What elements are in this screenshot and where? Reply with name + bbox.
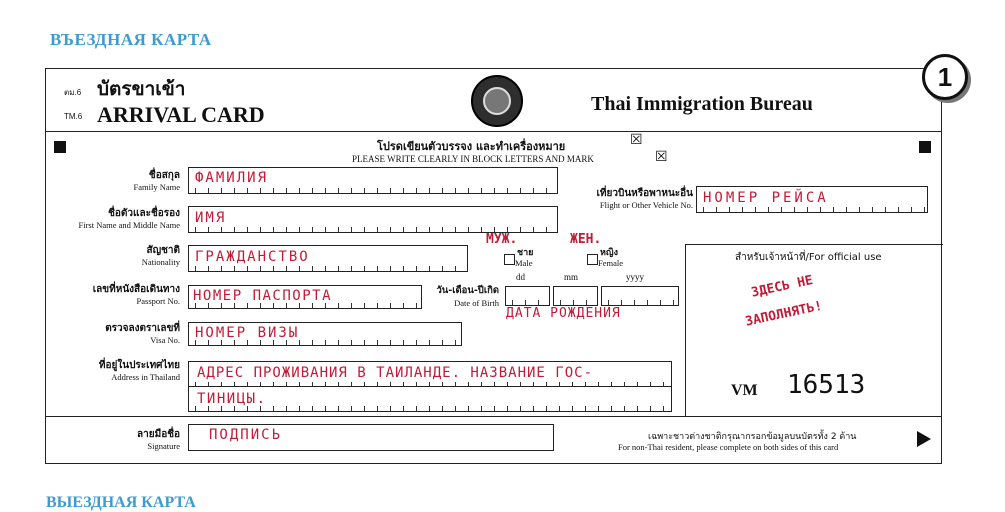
visa-value: НОМЕР ВИЗЫ <box>195 325 300 341</box>
female-note: ЖЕН. <box>570 232 602 247</box>
male-label-th: ชาย <box>517 248 534 258</box>
nationality-field[interactable] <box>188 245 468 272</box>
female-label-en: Female <box>598 258 624 268</box>
page-heading: ВЪЕЗДНАЯ КАРТА <box>50 30 212 49</box>
male-checkbox[interactable] <box>504 254 515 265</box>
official-note-line2: ЗАПОЛНЯТЬ! <box>744 298 824 330</box>
flight-value: НОМЕР РЕЙСА <box>703 190 829 206</box>
nationality-value: ГРАЖДАНСТВО <box>195 249 310 265</box>
first-name-value: ИМЯ <box>195 210 227 226</box>
dob-year-field[interactable] <box>601 286 679 306</box>
form-code-th: ตม.6 <box>64 88 82 97</box>
header-divider <box>45 131 942 132</box>
dob-label: วัน-เดือน-ปีเกิด Date of Birth <box>436 285 499 308</box>
first-name-label: ชื่อตัวและชื่อรอง First Name and Middle Name <box>78 208 180 230</box>
visa-label: ตรวจลงตราเลขที่ Visa No. <box>105 323 180 345</box>
next-side-arrow-icon <box>917 431 931 447</box>
signature-value: ПОДПИСЬ <box>209 427 283 443</box>
signature-field[interactable] <box>188 424 554 451</box>
male-label-en: Male <box>515 258 533 268</box>
dob-note: ДАТА РОЖДЕНИЯ <box>506 306 621 321</box>
checkbox-mark-icon: ☒ <box>630 132 643 148</box>
signature-divider <box>45 416 942 417</box>
flight-field[interactable] <box>696 186 928 213</box>
family-name-value: ФАМИЛИЯ <box>195 170 269 186</box>
address-value-line1: АДРЕС ПРОЖИВАНИЯ В ТАИЛАНДЕ. НАЗВАНИЕ ГОС- <box>197 365 594 381</box>
instruction-th: โปรดเขียนตัวบรรจง และทำเครื่องหมาย <box>377 140 566 153</box>
dob-yyyy-label: yyyy <box>626 272 644 282</box>
dob-day-field[interactable] <box>505 286 550 306</box>
flight-label: เที่ยวบินหรือพาหนะอื่น Flight or Other Vehicle No. <box>596 188 693 210</box>
address-value-line2: ТИНИЦЫ. <box>197 391 267 407</box>
footer-note-th: เฉพาะชาวต่างชาติกรุณากรอกข้อมูลบนบัตรทั้ง 2 ด้าน <box>648 432 857 442</box>
first-name-field[interactable] <box>188 206 558 233</box>
dob-month-field[interactable] <box>553 286 598 306</box>
footer-note-en: For non-Thai resident, please complete on both sides of this card <box>618 442 839 452</box>
male-note: МУЖ. <box>486 232 518 247</box>
vm-label: VM <box>731 382 758 399</box>
form-code-en: TM.6 <box>64 112 83 121</box>
dob-mm-label: mm <box>564 272 579 282</box>
signature-label: ลายมือชื่อ Signature <box>137 429 180 451</box>
next-section-heading: ВЫЕЗДНАЯ КАРТА <box>46 494 196 511</box>
checkbox-mark-sample-icon: ☒ <box>655 149 668 165</box>
passport-field[interactable] <box>188 285 422 309</box>
passport-label: เลขที่หนังสือเดินทาง Passport No. <box>92 284 180 306</box>
family-name-field[interactable] <box>188 167 558 194</box>
address-field-line2[interactable] <box>188 386 672 412</box>
address-field-line1[interactable] <box>188 361 672 388</box>
address-label: ที่อยู่ในประเทศไทย Address in Thailand <box>98 360 180 382</box>
family-name-label: ชื่อสกุล Family Name <box>133 170 180 192</box>
nationality-label: สัญชาติ Nationality <box>141 245 180 267</box>
official-use-label: สำหรับเจ้าหน้าที่/For official use <box>735 252 882 263</box>
female-label-th: หญิง <box>600 248 618 258</box>
visa-field[interactable] <box>188 322 462 346</box>
official-note-line1: ЗДЕСЬ НЕ <box>750 272 815 301</box>
seal-emblem-icon <box>471 75 523 127</box>
card-title-th: บัตรขาเข้า <box>97 78 186 100</box>
passport-value: НОМЕР ПАСПОРТА <box>193 288 333 304</box>
female-checkbox[interactable] <box>587 254 598 265</box>
bureau-name: Thai Immigration Bureau <box>591 93 813 115</box>
card-title-en: ARRIVAL CARD <box>97 102 265 127</box>
vm-number: 16513 <box>787 370 866 400</box>
instruction-en: PLEASE WRITE CLEARLY IN BLOCK LETTERS AND MARK <box>352 154 594 164</box>
step-number-badge: 1 <box>922 54 968 100</box>
corner-marker-right-icon <box>919 141 931 153</box>
corner-marker-left-icon <box>54 141 66 153</box>
dob-dd-label: dd <box>516 272 525 282</box>
